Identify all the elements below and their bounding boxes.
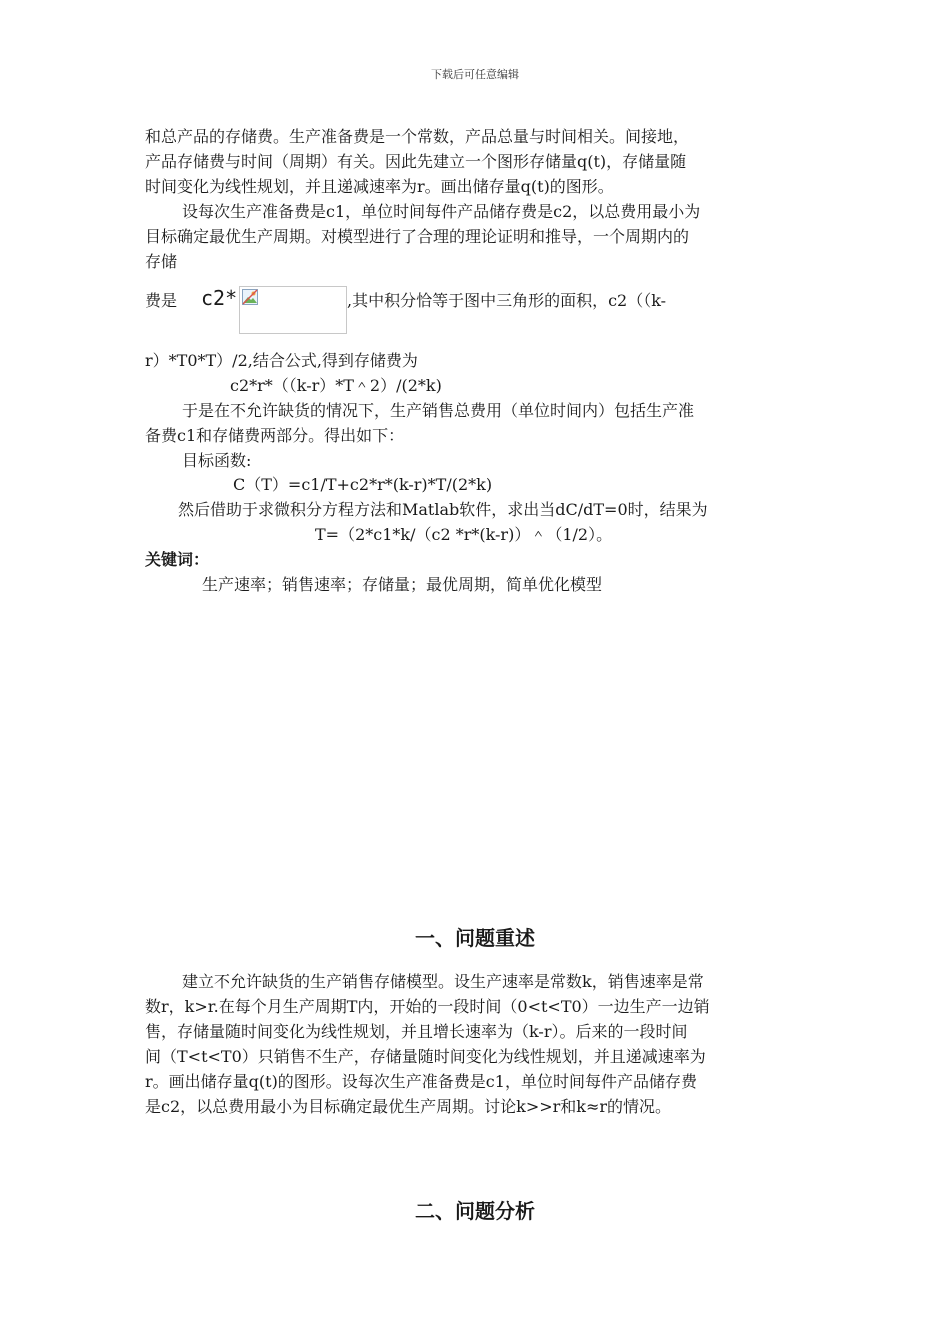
section-title-2: 二、问题分析 <box>415 1199 535 1223</box>
abstract-line: 存储 <box>145 252 178 271</box>
section1-line: 间（T<t<T0）只销售不生产，存储量随时间变化为线性规划，并且递减速率为 <box>145 1047 706 1066</box>
abstract-line: 和总产品的存储费。生产准备费是一个常数，产品总量与时间相关。间接地， <box>145 127 690 146</box>
objective-label: 目标函数: <box>182 451 252 470</box>
section1-line: 建立不允许缺货的生产销售存储模型。设生产速率是常数k，销售速率是常 <box>182 972 704 991</box>
abstract-line: 备费c1和存储费两部分。得出如下： <box>145 426 405 445</box>
abstract-line-suffix: ,其中积分恰等于图中三角形的面积，c2（（k- <box>347 291 667 310</box>
abstract-line: 目标确定最优生产周期。对模型进行了合理的理论证明和推导，一个周期内的 <box>145 227 690 246</box>
keywords-label: 关键词： <box>145 550 210 569</box>
section1-line: 是c2，以总费用最小为目标确定最优生产周期。讨论k>>r和k≈r的情况。 <box>145 1097 672 1116</box>
abstract-line: 然后借助于求微积分方程方法和Matlab软件，求出当dC/dT=0时，结果为 <box>178 500 708 519</box>
abstract-line: 于是在不允许缺货的情况下，生产销售总费用（单位时间内）包括生产准 <box>182 401 695 420</box>
section1-line: 数r，k>r.在每个月生产周期T内，开始的一段时间（0<t<T0）一边生产一边销 <box>145 997 710 1016</box>
keywords-text: 生产速率；销售速率；存储量；最优周期，简单优化模型 <box>202 575 603 594</box>
formula-result: T=（2*c1*k/（c2 *r*(k-r)）＾（1/2）。 <box>315 525 613 544</box>
formula-objective: C（T）=c1/T+c2*r*(k-r)*T/(2*k) <box>233 475 493 494</box>
formula-storage-cost: c2*r*（（k-r）*T＾2）/(2*k) <box>230 376 442 395</box>
formula-c2: c2* <box>201 286 238 310</box>
abstract-line: r）*T0*T）/2,结合公式,得到存储费为 <box>145 351 418 370</box>
abstract-line: 产品存储费与时间（周期）有关。因此先建立一个图形存储量q(t)，存储量随 <box>145 152 687 171</box>
abstract-line: 设每次生产准备费是c1，单位时间每件产品储存费是c2，以总费用最小为 <box>182 202 701 221</box>
broken-image-placeholder <box>239 286 347 334</box>
section1-line: r。画出储存量q(t)的图形。设每次生产准备费是c1，单位时间每件产品储存费 <box>145 1072 697 1091</box>
page-header: 下载后可任意编辑 <box>431 68 519 81</box>
section1-line: 售，存储量随时间变化为线性规划，并且增长速率为（k-r）。后来的一段时间 <box>145 1022 688 1041</box>
section-title-1: 一、问题重述 <box>415 926 535 950</box>
abstract-line: 时间变化为线性规划，并且递减速率为r。画出储存量q(t)的图形。 <box>145 177 614 196</box>
abstract-line-prefix: 费是 <box>145 291 178 310</box>
broken-image-icon <box>242 289 258 305</box>
